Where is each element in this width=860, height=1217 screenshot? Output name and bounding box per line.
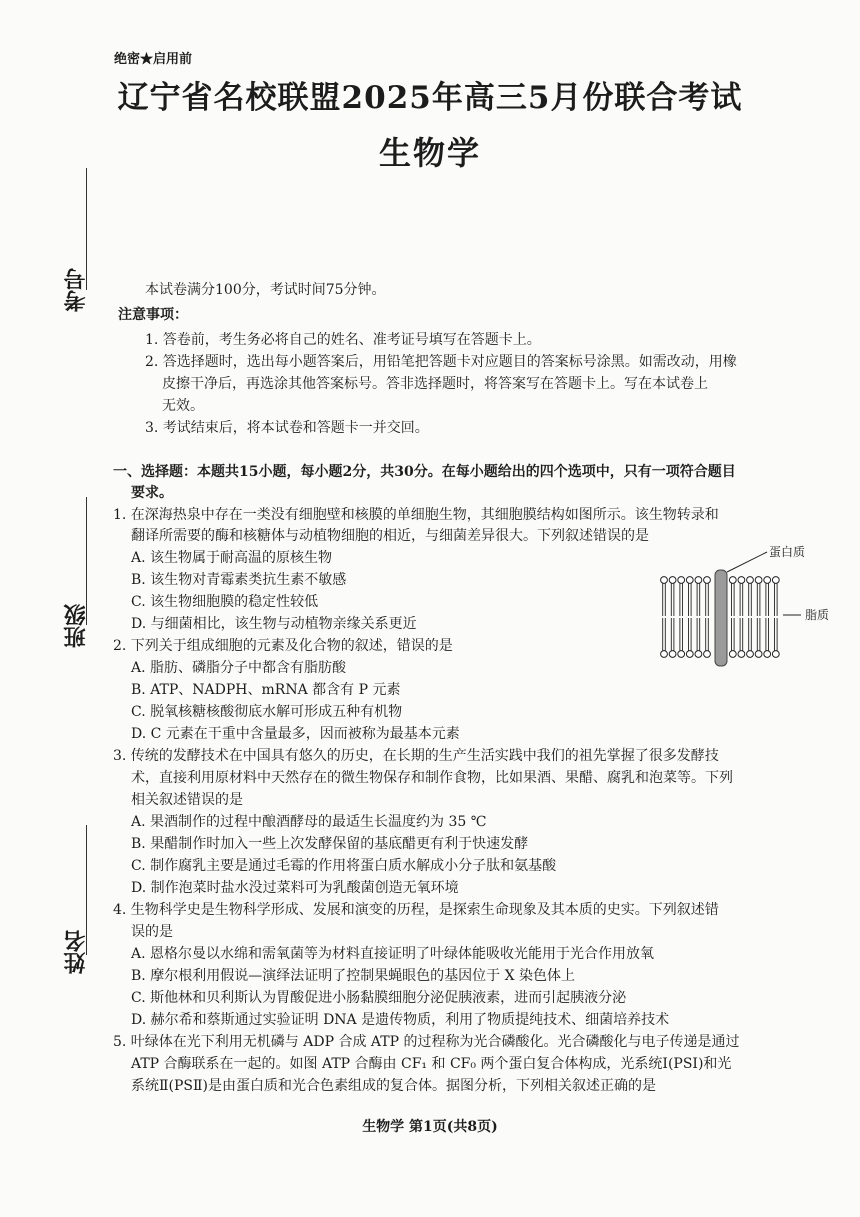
lipid-head: [695, 651, 702, 658]
lipid-head: [755, 651, 762, 658]
question-2-option-b: B. ATP、NADPH、mRNA 都含有 P 元素: [131, 682, 401, 698]
question-4-option-a: A. 恩格尔曼以水绵和需氧菌等为材料直接证明了叶绿体能吸收光能用于光合作用放氧: [131, 946, 655, 962]
lipid-head: [772, 577, 779, 584]
lipid-head: [669, 577, 676, 584]
question-3-stem-cont: 术，直接利用原材料中天然存在的微生物保存和制作食物，比如果酒、果醋、腐乳和泡菜等。下列: [131, 770, 733, 786]
question-5-stem-cont: 系统Ⅱ(PSⅡ)是由蛋白质和光合色素组成的复合体。据图分析，下列相关叙述正确的是: [131, 1078, 656, 1094]
page-footer: 生物学 第1页(共8页): [362, 1119, 498, 1135]
section-heading-cont: 要求。: [131, 485, 173, 501]
membrane-figure: [655, 540, 850, 670]
lipid-head: [747, 577, 754, 584]
lipid-head: [772, 651, 779, 658]
lipid-head: [704, 651, 711, 658]
question-3-option-a: A. 果酒制作的过程中酿酒酵母的最适生长温度约为 35 ℃: [131, 814, 487, 830]
question-4-option-b: B. 摩尔根利用假说—演绎法证明了控制果蝇眼色的基因位于 X 染色体上: [131, 968, 576, 984]
section-heading: 一、选择题：本题共15小题，每小题2分，共30分。在每小题给出的四个选项中，只有一项符合题目: [113, 464, 736, 480]
class-label: 班级: [63, 604, 89, 648]
lipid-head: [704, 577, 711, 584]
lipid-head: [764, 577, 771, 584]
secret-mark: 绝密★启用前: [114, 52, 193, 67]
lipid-head: [729, 651, 736, 658]
question-5-stem: 5. 叶绿体在光下利用无机磷与 ADP 合成 ATP 的过程称为光合磷酸化。光合磷酸化与电子传递是通过: [113, 1034, 740, 1050]
lipid-head: [738, 577, 745, 584]
lipid-head: [678, 577, 685, 584]
question-3-stem: 3. 传统的发酵技术在中国具有悠久的历史，在长期的生产生活实践中我们的祖先掌握了很多发酵技: [113, 748, 719, 764]
question-4-option-c: C. 斯他林和贝利斯认为胃酸促进小肠黏膜细胞分泌促胰液素，进而引起胰液分泌: [131, 990, 627, 1006]
question-4-stem: 4. 生物科学史是生物科学形成、发展和演变的历程，是探索生命现象及其本质的史实。下列叙述错: [113, 902, 719, 918]
question-1-option-a: A. 该生物属于耐高温的原核生物: [131, 550, 333, 566]
lipid-head: [738, 651, 745, 658]
lipid-label: 脂质: [805, 608, 830, 622]
question-3-option-c: C. 制作腐乳主要是通过毛霉的作用将蛋白质水解成小分子肽和氨基酸: [131, 858, 557, 874]
exam-title: 辽宁省名校联盟2025年高三5月份联合考试: [117, 80, 743, 116]
protein-label: 蛋白质: [769, 545, 806, 559]
lipid-head: [678, 651, 685, 658]
question-4-option-d: D. 赫尔希和蔡斯通过实验证明 DNA 是遗传物质，利用了物质提纯技术、细菌培养技术: [131, 1012, 670, 1028]
lipid-head: [747, 651, 754, 658]
lipid-head: [669, 651, 676, 658]
question-1-option-c: C. 该生物细胞膜的稳定性较低: [131, 594, 319, 610]
question-5-stem-cont: ATP 合酶联系在一起的。如图 ATP 合酶由 CF₁ 和 CF₀ 两个蛋白复合体构成，光系统Ⅰ(PSⅠ)和光: [131, 1056, 732, 1072]
notes-heading: 注意事项：: [118, 307, 188, 323]
question-3-option-b: B. 果醋制作时加入一些上次发酵保留的基底醋更有利于快速发酵: [131, 836, 529, 852]
question-1-stem-cont: 翻译所需要的酶和核糖体与动植物细胞的相近，与细菌差异很大。下列叙述错误的是: [131, 528, 649, 544]
question-3-option-d: D. 制作泡菜时盐水没过菜料可为乳酸菌创造无氧环境: [131, 880, 459, 896]
protein-pointer: [727, 552, 767, 572]
lipid-head: [661, 577, 668, 584]
question-2-option-d: D. C 元素在干重中含量最多，因而被称为最基本元素: [131, 726, 460, 742]
question-4-stem-cont: 误的是: [131, 924, 173, 940]
note-item: 2. 答选择题时，选出每小题答案后，用铅笔把答题卡对应题目的答案标号涂黑。如需改动，用橡: [145, 354, 737, 370]
note-item: 1. 答卷前，考生务必将自己的姓名、准考证号填写在答题卡上。: [145, 332, 541, 348]
lipid-head: [686, 577, 693, 584]
lipid-head: [686, 651, 693, 658]
note-item: 3. 考试结束后，将本试卷和答题卡一并交回。: [145, 420, 429, 436]
question-1-option-b: B. 该生物对青霉素类抗生素不敏感: [131, 572, 347, 588]
question-2-option-c: C. 脱氧核糖核酸彻底水解可形成五种有机物: [131, 704, 403, 720]
question-3-stem-cont: 相关叙述错误的是: [131, 792, 243, 808]
subject-title: 生物学: [378, 134, 481, 172]
membrane-protein: [715, 570, 727, 666]
question-2-stem: 2. 下列关于组成细胞的元素及化合物的叙述，错误的是: [113, 638, 453, 654]
question-2-option-a: A. 脂肪、磷脂分子中都含有脂肪酸: [131, 660, 347, 676]
lipid-head: [661, 651, 668, 658]
question-1-stem: 1. 在深海热泉中存在一类没有细胞壁和核膜的单细胞生物，其细胞膜结构如图所示。该生物转录和: [113, 507, 719, 523]
note-item: 皮擦干净后，再选涂其他答案标号。答非选择题时，将答案写在答题卡上。写在本试卷上: [162, 376, 708, 392]
lipid-head: [729, 577, 736, 584]
lipid-head: [695, 577, 702, 584]
intro-text: 本试卷满分100分，考试时间75分钟。: [145, 282, 386, 298]
name-label: 姓名: [63, 930, 89, 974]
question-1-option-d: D. 与细菌相比，该生物与动植物亲缘关系更近: [131, 616, 417, 632]
lipid-head: [755, 577, 762, 584]
exam-no-label: 考号: [63, 268, 89, 312]
note-item: 无效。: [162, 398, 204, 414]
lipid-head: [764, 651, 771, 658]
